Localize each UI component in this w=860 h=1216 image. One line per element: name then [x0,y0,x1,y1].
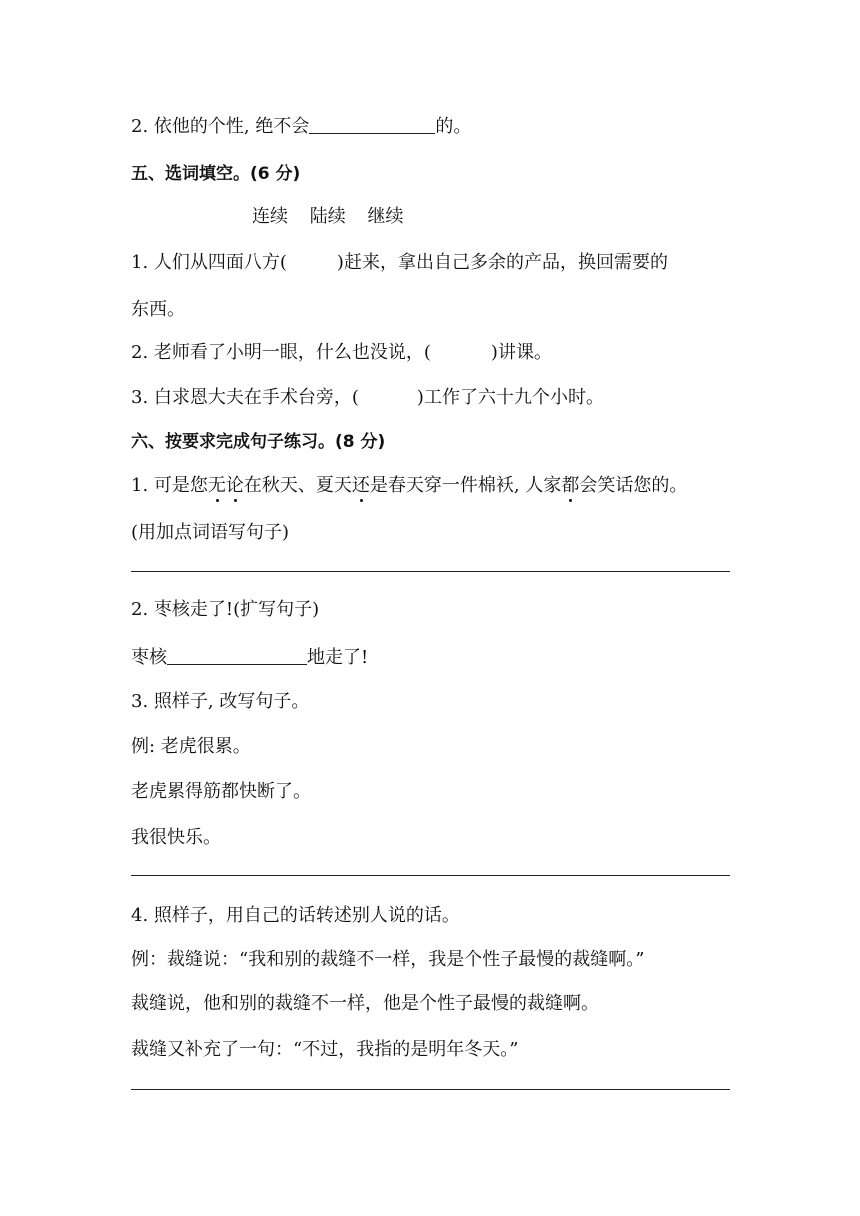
sentence-text-end: 地走了! [307,647,369,668]
question-text: 3. 白求恩大夫在手术台旁，( [131,387,359,408]
example-1: 例: 老虎很累。 [131,736,251,757]
question-text-end: )讲课。 [490,342,552,363]
option-word: 继续 [367,206,404,227]
example-reported: 裁缝说，他和别的裁缝不一样，他是个性子最慢的裁缝啊。 [131,993,599,1014]
option-word: 陆续 [309,206,346,227]
answer-line[interactable] [131,875,730,876]
dotted-word: 无 [207,475,226,496]
sentence-text: 会笑话您的。 [579,475,688,496]
sentence-6-3: 3. 照样子, 改写句子。 [131,691,310,712]
question-text: 2. 老师看了小明一眼，什么也没说，( [131,342,431,363]
sentence-6-2-expand [131,646,368,670]
sentence-6-1-note: (用加点词语写句子) [131,522,290,543]
question-5-1 [131,251,668,275]
answer-blank[interactable] [309,115,435,134]
question-5-2 [131,341,552,365]
sentence-text: 1. 可是您 [131,475,208,496]
sentence-text: 在秋天、夏天 [243,475,352,496]
question-text-end: )工作了六十九个小时。 [416,387,604,408]
sentence-6-2: 2. 枣核走了!(扩写句子) [131,599,320,620]
dotted-word: 论 [225,475,244,496]
question-text-end: )赶来，拿出自己多余的产品，换回需要的 [336,252,668,273]
section-6-heading: 六、按要求完成句子练习。(8 分) [131,432,386,452]
sentence-text: 是春天穿一件棉袄, 人家 [369,475,562,496]
question-4-2 [131,115,471,139]
example-quote: 例：裁缝说：“我和别的裁缝不一样，我是个性子最慢的裁缝啊。” [131,949,645,970]
sentence-6-4: 4. 照样子，用自己的话转述别人说的话。 [131,905,460,926]
answer-line[interactable] [131,571,730,572]
question-text: 2. 依他的个性, 绝不会 [131,116,310,137]
dotted-word: 都 [561,475,580,496]
sentence-6-1 [131,474,687,498]
option-word: 连续 [252,206,288,227]
word-options [252,205,419,229]
question-5-1-cont: 东西。 [131,299,185,320]
question-text-end: 的。 [435,116,472,137]
sentence-6-3-question: 我很快乐。 [131,827,221,848]
question-5-3 [131,386,604,410]
sentence-6-4-question: 裁缝又补充了一句：“不过，我指的是明年冬天。” [131,1039,519,1060]
dotted-word: 还 [351,475,370,496]
answer-blank[interactable] [167,646,307,665]
sentence-text: 枣核 [131,647,167,668]
example-2: 老虎累得筋都快断了。 [131,781,311,802]
question-text: 1. 人们从四面八方( [131,252,287,273]
answer-line[interactable] [131,1089,730,1090]
section-5-heading: 五、选词填空。(6 分) [131,164,301,184]
